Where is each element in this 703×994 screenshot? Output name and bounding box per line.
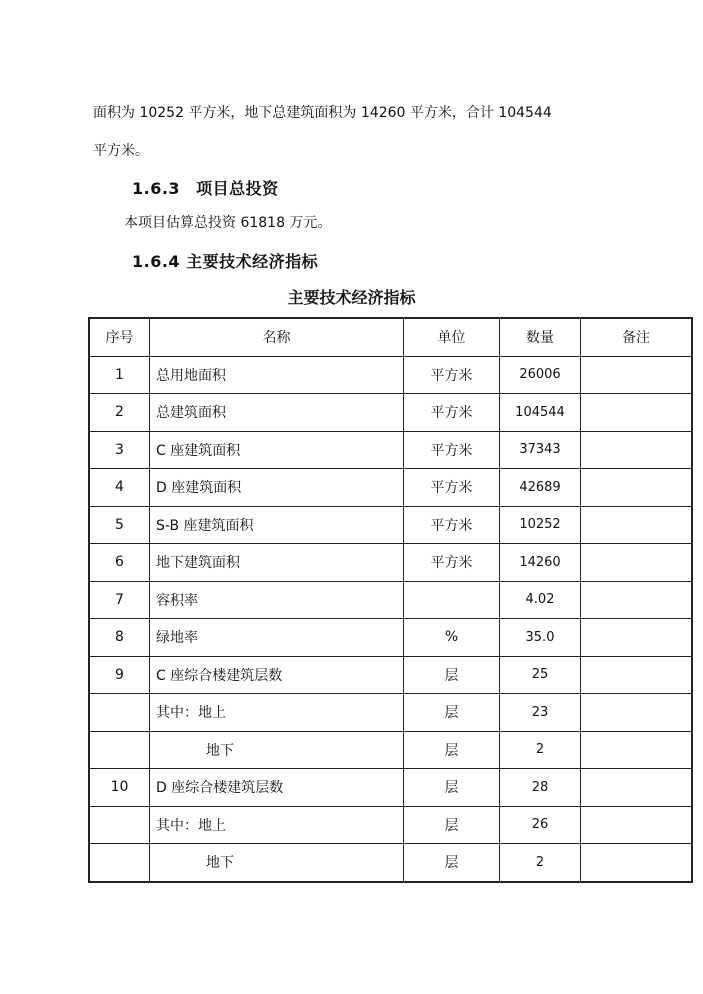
cell-name: 总用地面积 [150, 356, 404, 394]
cell-note [581, 731, 693, 769]
cell-name: 其中：地上 [150, 694, 404, 732]
table-row [89, 806, 692, 844]
table-header-row [89, 318, 692, 356]
cell-quantity: 42689 [500, 469, 581, 507]
cell-name: D 座建筑面积 [150, 469, 404, 507]
cell-note [581, 469, 693, 507]
cell-note [581, 581, 693, 619]
cell-index: 4 [89, 469, 150, 507]
header-name: 名称 [150, 318, 404, 356]
cell-note [581, 544, 693, 582]
table-row [89, 769, 692, 807]
cell-quantity: 26 [500, 806, 581, 844]
cell-note [581, 619, 693, 657]
cell-index [89, 806, 150, 844]
cell-unit: 层 [404, 656, 500, 694]
cell-quantity: 26006 [500, 356, 581, 394]
cell-quantity: 35.0 [500, 619, 581, 657]
cell-unit [404, 581, 500, 619]
investment-paragraph: 本项目估算总投资 61818 万元。 [124, 215, 332, 231]
indicators-table [88, 317, 693, 883]
cell-note [581, 656, 693, 694]
paragraph-line-2: 平方米。 [93, 143, 149, 159]
cell-unit: 层 [404, 731, 500, 769]
section-number: 1.6.3 [132, 179, 181, 198]
table-row [89, 844, 692, 882]
cell-unit: 平方米 [404, 506, 500, 544]
cell-index [89, 731, 150, 769]
table-row [89, 356, 692, 394]
cell-note [581, 431, 693, 469]
cell-index [89, 694, 150, 732]
cell-name: S-B 座建筑面积 [150, 506, 404, 544]
cell-quantity: 4.02 [500, 581, 581, 619]
header-note: 备注 [581, 318, 693, 356]
table-row [89, 619, 692, 657]
cell-index: 3 [89, 431, 150, 469]
header-quantity: 数量 [500, 318, 581, 356]
table-row [89, 506, 692, 544]
cell-name: C 座建筑面积 [150, 431, 404, 469]
cell-name: 容积率 [150, 581, 404, 619]
cell-unit: 平方米 [404, 356, 500, 394]
header-index: 序号 [89, 318, 150, 356]
cell-unit: 平方米 [404, 431, 500, 469]
table-row [89, 694, 692, 732]
cell-quantity: 14260 [500, 544, 581, 582]
cell-quantity: 28 [500, 769, 581, 807]
cell-note [581, 694, 693, 732]
cell-index [89, 844, 150, 882]
table-row [89, 544, 692, 582]
cell-unit: 平方米 [404, 469, 500, 507]
cell-index: 6 [89, 544, 150, 582]
cell-index: 2 [89, 394, 150, 432]
cell-note [581, 806, 693, 844]
paragraph-line-1: 面积为 10252 平方米，地下总建筑面积为 14260 平方米，合计 104544 [93, 105, 552, 121]
cell-index: 10 [89, 769, 150, 807]
cell-name: 地下建筑面积 [150, 544, 404, 582]
cell-quantity: 23 [500, 694, 581, 732]
table-row [89, 394, 692, 432]
cell-unit: 层 [404, 844, 500, 882]
cell-name: C 座综合楼建筑层数 [150, 656, 404, 694]
cell-note [581, 356, 693, 394]
cell-quantity: 37343 [500, 431, 581, 469]
cell-quantity: 10252 [500, 506, 581, 544]
cell-quantity: 2 [500, 731, 581, 769]
cell-name: 地下 [150, 844, 404, 882]
cell-note [581, 506, 693, 544]
cell-index: 1 [89, 356, 150, 394]
cell-index: 9 [89, 656, 150, 694]
cell-name: 绿地率 [150, 619, 404, 657]
header-unit: 单位 [404, 318, 500, 356]
cell-quantity: 2 [500, 844, 581, 882]
section-title: 项目总投资 [196, 179, 279, 198]
table-row [89, 581, 692, 619]
section-heading-1-6-4: 1.6.4 主要技术经济指标 [132, 252, 319, 271]
cell-name: 总建筑面积 [150, 394, 404, 432]
section-heading-1-6-3 [132, 176, 279, 199]
table-row [89, 431, 692, 469]
cell-name: D 座综合楼建筑层数 [150, 769, 404, 807]
cell-unit: % [404, 619, 500, 657]
cell-index: 8 [89, 619, 150, 657]
cell-index: 5 [89, 506, 150, 544]
table-row [89, 656, 692, 694]
cell-quantity: 25 [500, 656, 581, 694]
cell-unit: 层 [404, 806, 500, 844]
cell-unit: 层 [404, 769, 500, 807]
cell-note [581, 844, 693, 882]
cell-unit: 平方米 [404, 394, 500, 432]
cell-name: 地下 [150, 731, 404, 769]
cell-name: 其中：地上 [150, 806, 404, 844]
cell-quantity: 104544 [500, 394, 581, 432]
table-row [89, 731, 692, 769]
table-title: 主要技术经济指标 [287, 288, 416, 307]
cell-unit: 平方米 [404, 544, 500, 582]
cell-note [581, 394, 693, 432]
table-row [89, 469, 692, 507]
cell-unit: 层 [404, 694, 500, 732]
cell-note [581, 769, 693, 807]
cell-index: 7 [89, 581, 150, 619]
